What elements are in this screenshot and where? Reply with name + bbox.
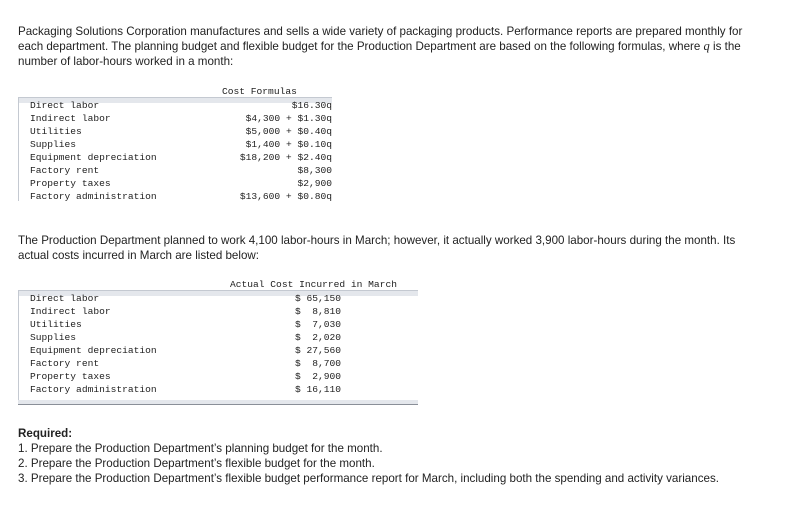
cost-formulas-table bbox=[18, 86, 332, 204]
row-amount: $ 2,020 bbox=[295, 332, 342, 343]
actual-costs-header: Actual Cost Incurred in March bbox=[230, 279, 397, 290]
intro-paragraph bbox=[18, 24, 758, 69]
row-amount: $ 27,560 bbox=[295, 345, 342, 356]
table-row bbox=[18, 331, 418, 344]
intro-variable-q: q bbox=[703, 39, 710, 53]
required-item-1: 1. Prepare the Production Department’s planning budget for the month. bbox=[18, 442, 383, 455]
row-label: Factory rent bbox=[30, 358, 100, 369]
row-label: Indirect labor bbox=[30, 306, 111, 317]
required-item-3: 3. Prepare the Production Department’s flexible budget performance report for March, including both the spending and activity variances. bbox=[18, 472, 719, 485]
intro-text-end: is the number of labor-hours worked in a month: bbox=[18, 40, 741, 68]
row-label: Equipment depreciation bbox=[30, 345, 157, 356]
row-amount: $ 8,700 bbox=[295, 358, 342, 369]
row-label: Utilities bbox=[30, 126, 82, 137]
required-section bbox=[18, 426, 768, 486]
required-title: Required: bbox=[18, 427, 73, 440]
table-bottom-band bbox=[18, 400, 418, 405]
row-label: Property taxes bbox=[30, 371, 111, 382]
row-label: Supplies bbox=[30, 332, 77, 343]
row-label: Indirect labor bbox=[30, 113, 111, 124]
required-item-2: 2. Prepare the Production Department’s flexible budget for the month. bbox=[18, 457, 375, 470]
row-formula: $13,600 + $0.80q bbox=[239, 191, 332, 202]
table-row bbox=[18, 151, 332, 164]
intro-text-start: Packaging Solutions Corporation manufactures and sells a wide variety of packaging products. Performance reports are prepared monthly for each department. The planning budget and flexible budget for the Production Department are based on the following formulas, where bbox=[18, 25, 743, 53]
table-row bbox=[18, 383, 418, 396]
row-formula: $16.30q bbox=[291, 100, 332, 111]
row-label: Factory rent bbox=[30, 165, 100, 176]
labor-hours-paragraph: The Production Department planned to work 4,100 labor-hours in March; however, it actually worked 3,900 labor-hours during the month. Its actual costs incurred in March are listed below: bbox=[18, 234, 736, 262]
row-formula: $18,200 + $2.40q bbox=[239, 152, 332, 163]
table-row bbox=[18, 138, 332, 151]
row-amount: $ 16,110 bbox=[295, 384, 342, 395]
row-formula: $2,900 bbox=[297, 178, 332, 189]
row-formula: $8,300 bbox=[297, 165, 332, 176]
row-formula: $5,000 + $0.40q bbox=[245, 126, 332, 137]
row-label: Utilities bbox=[30, 319, 82, 330]
table-row bbox=[18, 177, 332, 190]
row-label: Direct labor bbox=[30, 100, 100, 111]
row-formula: $1,400 + $0.10q bbox=[245, 139, 332, 150]
row-label: Direct labor bbox=[30, 293, 100, 304]
row-label: Factory administration bbox=[30, 191, 157, 202]
table-row bbox=[18, 370, 418, 383]
table-row bbox=[18, 112, 332, 125]
table-row bbox=[18, 305, 418, 318]
table-row bbox=[18, 125, 332, 138]
table-row bbox=[18, 357, 418, 370]
row-amount: $ 2,900 bbox=[295, 371, 342, 382]
table-row bbox=[18, 292, 418, 305]
row-label: Supplies bbox=[30, 139, 77, 150]
table-row bbox=[18, 344, 418, 357]
row-amount: $ 7,030 bbox=[295, 319, 342, 330]
actual-costs-table bbox=[18, 279, 418, 409]
row-amount: $ 8,810 bbox=[295, 306, 342, 317]
table-row bbox=[18, 318, 418, 331]
row-label: Property taxes bbox=[30, 178, 111, 189]
table-row bbox=[18, 99, 332, 112]
row-amount: $ 65,150 bbox=[295, 293, 342, 304]
row-formula: $4,300 + $1.30q bbox=[245, 113, 332, 124]
cost-formulas-header: Cost Formulas bbox=[222, 86, 297, 97]
table-row bbox=[18, 190, 332, 203]
table-row bbox=[18, 164, 332, 177]
row-label: Equipment depreciation bbox=[30, 152, 157, 163]
row-label: Factory administration bbox=[30, 384, 157, 395]
